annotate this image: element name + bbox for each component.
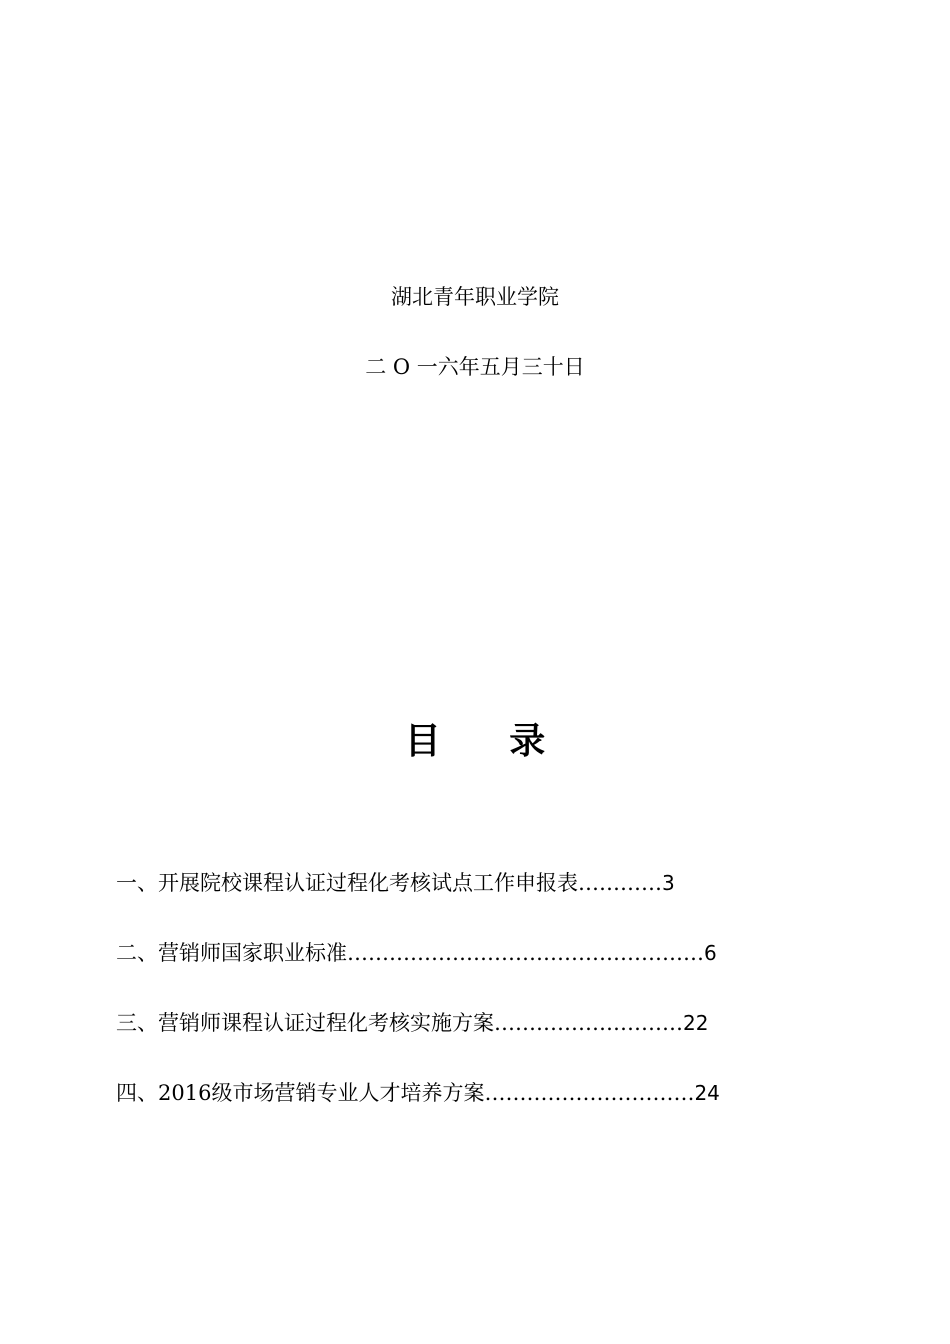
toc-item-page: 24 bbox=[694, 1081, 720, 1105]
document-date: 二 O 一六年五月三十日 bbox=[365, 355, 585, 379]
toc-item-leader: ………………………… bbox=[484, 1081, 695, 1105]
toc-item[interactable] bbox=[116, 866, 856, 936]
toc-item-text: 二、营销师国家职业标准 bbox=[116, 941, 347, 965]
toc-item-text: 三、营销师课程认证过程化考核实施方案 bbox=[116, 1011, 494, 1035]
toc-item[interactable] bbox=[116, 936, 856, 1006]
toc-item[interactable] bbox=[116, 1076, 856, 1146]
toc-item-leader: ………… bbox=[578, 871, 662, 895]
toc-item-page: 6 bbox=[704, 941, 717, 965]
toc-title: 目 录 bbox=[404, 720, 574, 762]
toc-list bbox=[116, 866, 856, 1146]
toc-item-text: 四、2016级市场营销专业人才培养方案 bbox=[116, 1081, 485, 1105]
toc-item-leader: …………………………………………… bbox=[347, 941, 704, 965]
organization-name: 湖北青年职业学院 bbox=[391, 285, 559, 309]
toc-item-page: 3 bbox=[662, 871, 675, 895]
toc-item[interactable] bbox=[116, 1006, 856, 1076]
toc-item-text: 一、开展院校课程认证过程化考核试点工作申报表 bbox=[116, 871, 578, 895]
toc-item-page: 22 bbox=[683, 1011, 709, 1035]
toc-item-leader: ……………………… bbox=[494, 1011, 683, 1035]
